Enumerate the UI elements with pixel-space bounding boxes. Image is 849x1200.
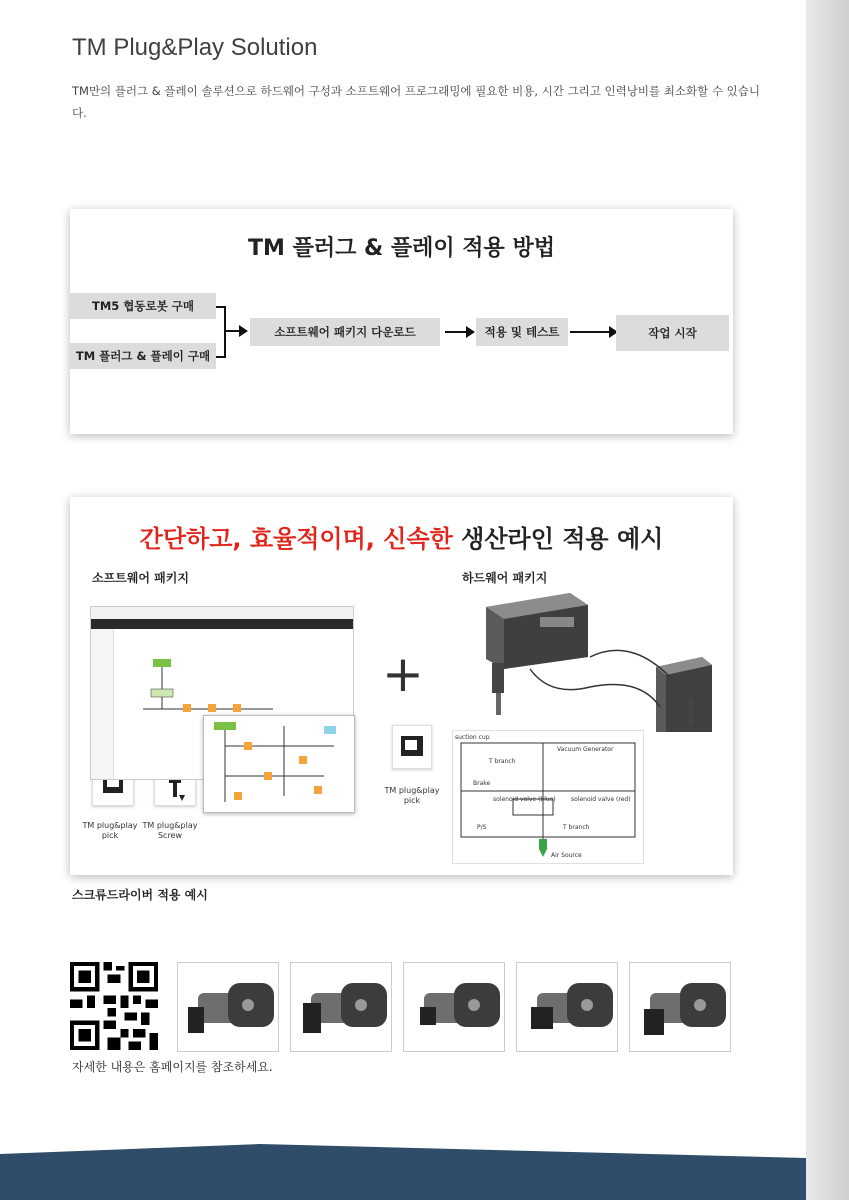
diagram-text: solenoid valve (blue) xyxy=(493,796,556,803)
arrow-icon xyxy=(445,331,467,333)
method-title: TM 플러그 & 플레이 적용 방법 xyxy=(248,236,555,261)
robot-arm-thumbnail xyxy=(629,962,731,1052)
caption-pick: TM plug&play pick xyxy=(82,821,138,840)
toolbar xyxy=(91,619,353,629)
robot-arm-thumbnail xyxy=(177,962,279,1052)
page-title: TM Plug&Play Solution xyxy=(72,34,318,61)
intro-text: TM만의 플러그 & 플레이 솔루션으로 하드웨어 구성과 소프트웨어 프로그래밍에 필요한 비용, 시간 그리고 인력낭비를 최소화할 수 있습니다. xyxy=(72,84,760,120)
step-start: 작업 시작 xyxy=(616,315,729,351)
diagram-text: Vacuum Generator xyxy=(557,746,614,753)
arrow-icon xyxy=(226,330,240,332)
diagram-text: suction cup xyxy=(455,734,490,741)
robot-arm-thumbnail xyxy=(290,962,392,1052)
step-buy-robot: TM5 협동로봇 구매 xyxy=(70,293,216,319)
caption-pick2: TM plug&play pick xyxy=(384,786,440,805)
diagram-text: T branch xyxy=(489,758,516,765)
diagram-text: P/S xyxy=(477,824,487,831)
diagram-text: Brake xyxy=(473,780,491,787)
example-title-red: 간단하고, 효율적이며, 신속한 xyxy=(139,525,453,553)
robot-arm-thumbnail xyxy=(403,962,505,1052)
robot-arm-thumbnail xyxy=(516,962,618,1052)
example-title xyxy=(70,519,733,554)
diagram-text: solenoid valve (red) xyxy=(571,796,631,803)
step-test: 적용 및 테스트 xyxy=(476,318,568,346)
hardware-label: 하드웨어 패키지 xyxy=(462,571,548,585)
screwdriver-label: 스크류드라이버 적용 예시 xyxy=(72,888,208,902)
diagram-text: T branch xyxy=(563,824,590,831)
pneumatic-diagram xyxy=(452,730,644,864)
bottom-band xyxy=(0,1140,806,1200)
footer-note: 자세한 내용은 홈페이지를 참조하세요. xyxy=(72,1060,273,1074)
step-download: 소프트웨어 패키지 다운로드 xyxy=(250,318,440,346)
gripper-pick-icon xyxy=(392,725,432,769)
software-label: 소프트웨어 패키지 xyxy=(92,571,189,585)
method-card xyxy=(70,209,733,434)
step-buy-plugplay: TM 플러그 & 플레이 구매 xyxy=(70,343,216,369)
flow-zoom-inset xyxy=(203,715,355,813)
connector xyxy=(224,306,226,358)
diagram-text: Air Source xyxy=(551,852,582,859)
hardware-illustration xyxy=(470,587,720,732)
page-edge xyxy=(806,0,849,1200)
node-palette xyxy=(91,629,114,779)
plus-sign: + xyxy=(382,645,424,703)
qr-code[interactable] xyxy=(70,962,158,1050)
arrow-icon xyxy=(570,331,610,333)
software-screenshot xyxy=(90,606,354,780)
example-title-black: 생산라인 적용 예시 xyxy=(452,525,664,553)
caption-screw: TM plug&play Screw xyxy=(142,821,198,840)
